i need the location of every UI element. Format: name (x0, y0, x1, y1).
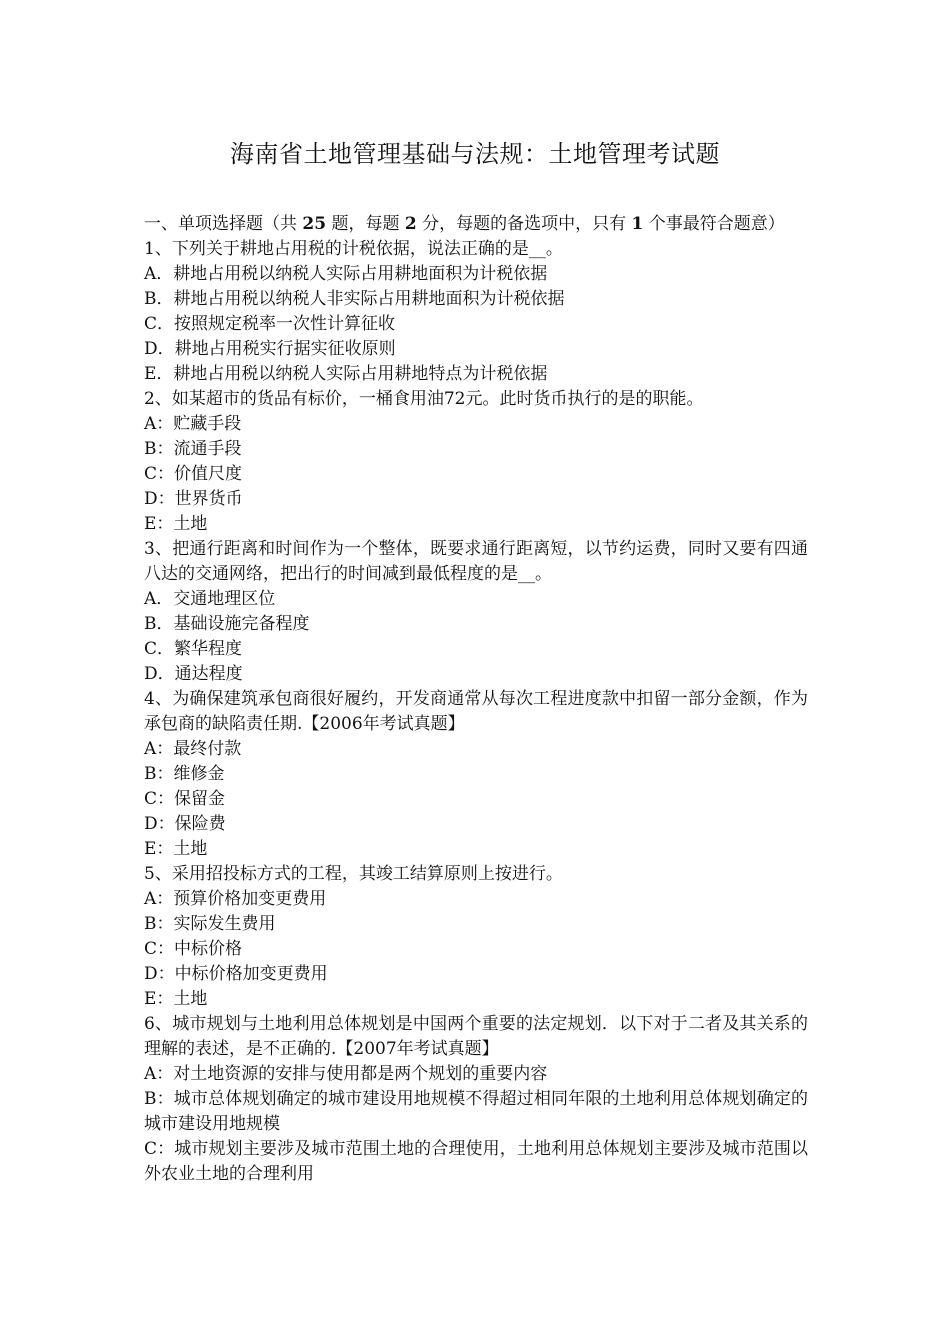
option-e: E．耕地占用税以纳税人实际占用耕地特点为计税依据 (144, 364, 548, 384)
question-text: 2、如某超市的货品有标价，一桶食用油72元。此时货币执行的是的职能。 (144, 389, 704, 409)
option-e: E：土地 (144, 839, 208, 859)
correct-count: 1 (631, 214, 644, 234)
option-b: B．基础设施完备程度 (144, 614, 310, 634)
question-block (144, 862, 808, 1012)
question-text: 4、为确保建筑承包商很好履约，开发商通常从每次工程进度款中扣留一部分金额，作为承包商的缺陷责任期.【2006年考试真题】 (144, 689, 808, 734)
question-text: 5、采用招投标方式的工程，其竣工结算原则上按进行。 (144, 864, 563, 884)
option-a: A：对土地资源的安排与使用都是两个规划的重要内容 (144, 1064, 548, 1084)
option-b: B：城市总体规划确定的城市建设用地规模不得超过相同年限的土地利用总体规划确定的城市建设用地规模 (144, 1089, 808, 1134)
question-block (144, 237, 808, 387)
page-title: 海南省土地管理基础与法规：土地管理考试题 (230, 140, 720, 168)
option-d: D．耕地占用税实行据实征收原则 (144, 339, 396, 359)
option-c: C：中标价格 (144, 939, 243, 959)
option-c: C：价值尺度 (144, 464, 243, 484)
option-a: A：预算价格加变更费用 (144, 889, 327, 909)
option-a: A．耕地占用税以纳税人实际占用耕地面积为计税依据 (144, 264, 548, 284)
option-a: A：最终付款 (144, 739, 242, 759)
option-a: A：贮藏手段 (144, 414, 242, 434)
question-text: 1、下列关于耕地占用税的计税依据，说法正确的是__。 (144, 239, 563, 259)
option-d: D：中标价格加变更费用 (144, 964, 328, 984)
question-block (144, 687, 808, 862)
option-b: B：流通手段 (144, 439, 242, 459)
question-block (144, 1012, 808, 1187)
option-c: C：保留金 (144, 789, 226, 809)
document-body (144, 212, 808, 1187)
question-block (144, 537, 808, 687)
section-text-2: 题，每题 (331, 214, 400, 234)
option-e: E：土地 (144, 989, 208, 1009)
option-d: D：世界货币 (144, 489, 243, 509)
question-text: 6、城市规划与土地利用总体规划是中国两个重要的法定规划．以下对于二者及其关系的理解的表述，是不正确的.【2007年考试真题】 (144, 1014, 808, 1059)
section-text-3: 分，每题的备选项中，只有 (422, 214, 627, 234)
section-heading (144, 212, 808, 237)
section-text-4: 个事最符合题意） (648, 214, 785, 234)
option-e: E：土地 (144, 514, 208, 534)
option-b: B：实际发生费用 (144, 914, 276, 934)
option-a: A．交通地理区位 (144, 589, 276, 609)
option-c: C：城市规划主要涉及城市范围土地的合理使用，土地利用总体规划主要涉及城市范围以外农业土地的合理利用 (144, 1139, 808, 1184)
question-count: 25 (302, 214, 327, 234)
section-text-1: 一、单项选择题（共 (144, 214, 297, 234)
question-block (144, 387, 808, 537)
option-c: C．繁华程度 (144, 639, 243, 659)
points-per-question: 2 (404, 214, 417, 234)
option-d: D．通达程度 (144, 664, 243, 684)
option-d: D：保险费 (144, 814, 226, 834)
option-c: C．按照规定税率一次性计算征收 (144, 314, 396, 334)
question-text: 3、把通行距离和时间作为一个整体，既要求通行距离短，以节约运费，同时又要有四通八达的交通网络，把出行的时间减到最低程度的是__。 (144, 539, 808, 584)
option-b: B：维修金 (144, 764, 225, 784)
option-b: B．耕地占用税以纳税人非实际占用耕地面积为计税依据 (144, 289, 565, 309)
